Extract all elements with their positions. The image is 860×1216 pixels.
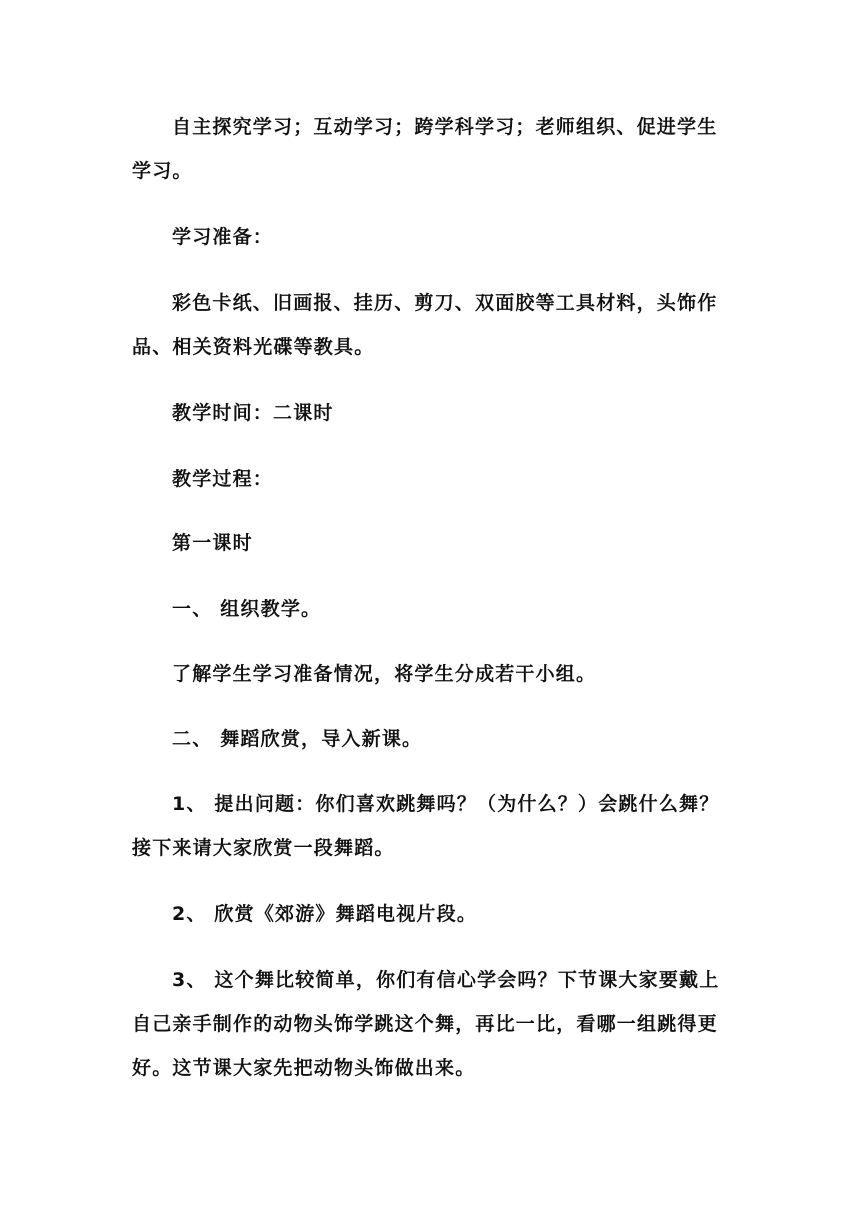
paragraph-materials: 彩色卡纸、旧画报、挂历、剪刀、双面胶等工具材料，头饰作品、相关资料光碟等教具。: [132, 292, 718, 358]
paragraph-learning-methods: 自主探究学习；互动学习；跨学科学习；老师组织、促进学生学习。: [132, 116, 718, 182]
paragraph-grouping: 了解学生学习准备情况，将学生分成若干小组。: [172, 663, 597, 685]
paragraph-teaching-time: 教学时间：二课时: [172, 402, 334, 424]
paragraph-section-one: 一、 组织教学。: [172, 598, 322, 620]
paragraph-item-1: 1、 提出问题：你们喜欢跳舞吗？（为什么？）会跳什么舞？接下来请大家欣赏一段舞蹈。: [132, 793, 720, 859]
paragraph-section-two: 二、 舞蹈欣赏，导入新课。: [172, 728, 423, 750]
paragraph-process-heading: 教学过程：: [172, 468, 274, 490]
paragraph-preparation-heading: 学习准备：: [172, 226, 274, 248]
paragraph-first-lesson: 第一课时: [172, 532, 253, 554]
paragraph-item-2: 2、 欣赏《郊游》舞蹈电视片段。: [172, 903, 478, 925]
paragraph-item-3: 3、 这个舞比较简单，你们有信心学会吗？下节课大家要戴上自己亲手制作的动物头饰学跳这个舞，再比一比，看哪一组跳得更好。这节课大家先把动物头饰做出来。: [132, 969, 720, 1079]
